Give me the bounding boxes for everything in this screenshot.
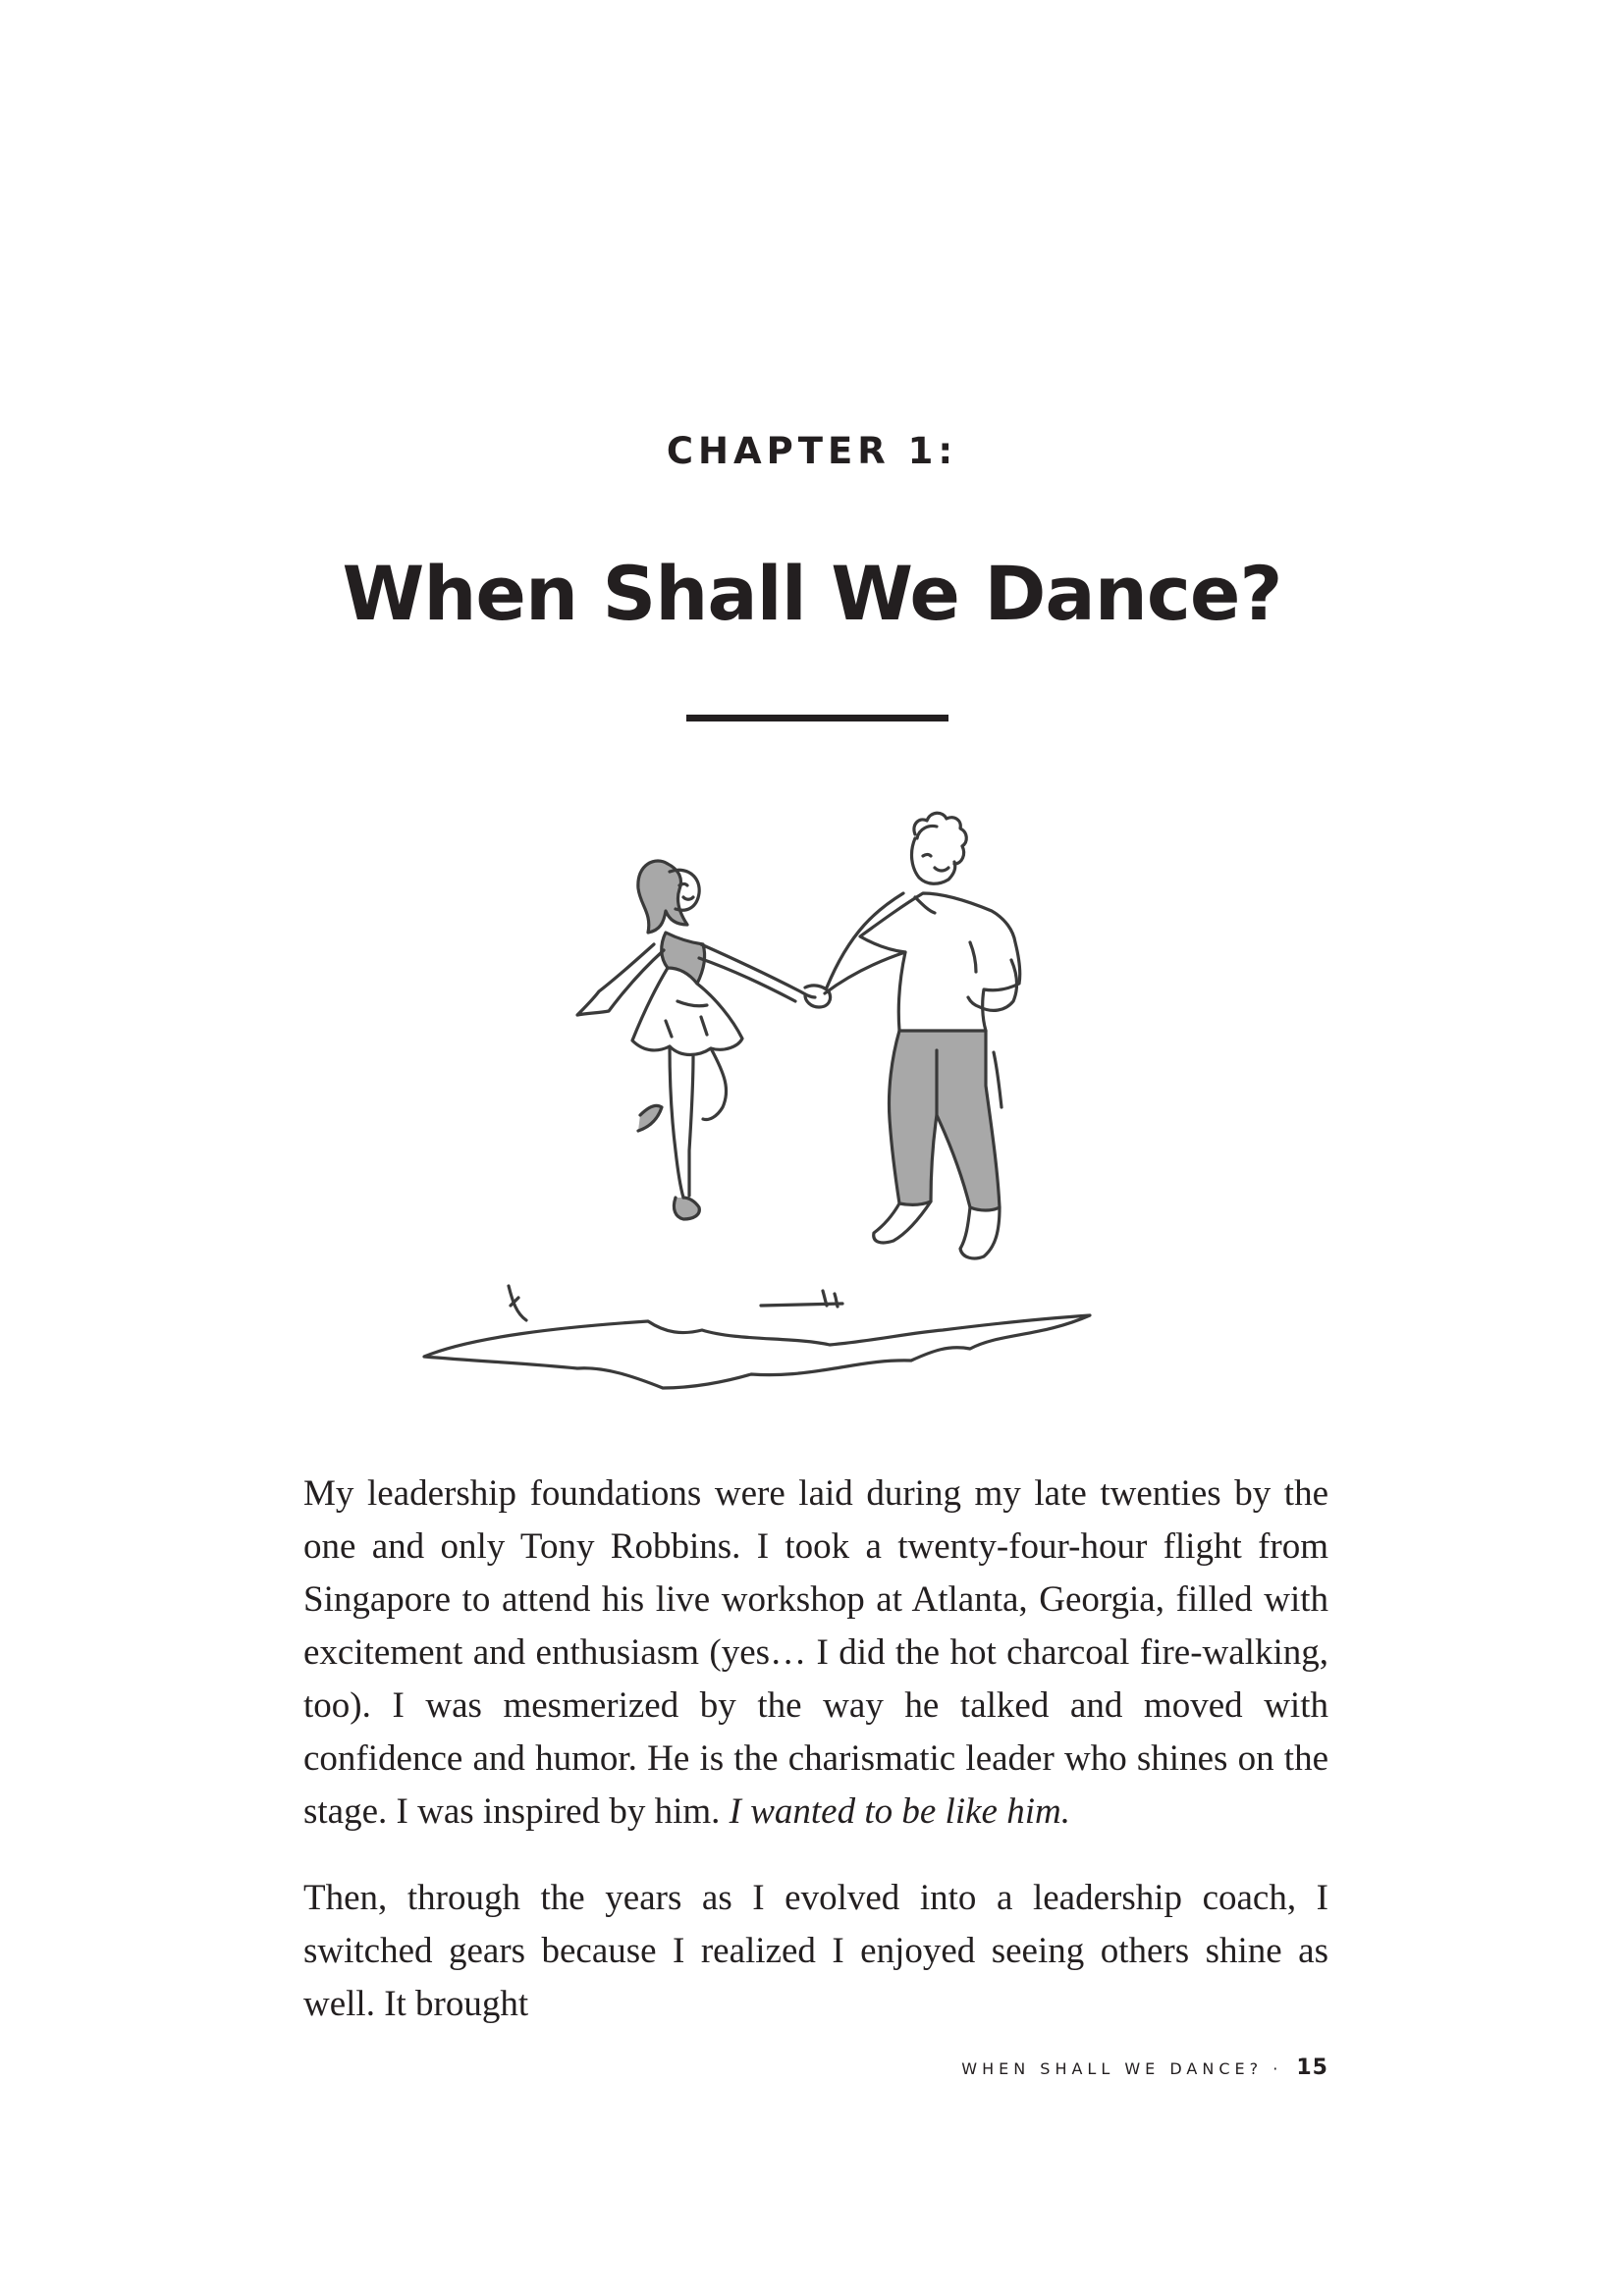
paragraph — [303, 1468, 1328, 1839]
title-divider — [686, 715, 948, 721]
paragraph-text: My leadership foundations were laid during my late twenties by the one and only Tony Robbins. I took a twenty-four-hour flight from Singapore to attend his live workshop at Atlanta, Georgia, filled with excitement and enthusiasm (yes… I did the hot charcoal fire-walking, too). I was mesmerized by the way he talked and moved with confidence and humor. He is the charismatic leader who shines on the stage. I was inspired by him. — [303, 1473, 1328, 1832]
chapter-title: When Shall We Dance? — [342, 550, 1282, 637]
emphasis-text: I wanted to be like him. — [729, 1791, 1070, 1832]
dancing-couple-illustration — [412, 795, 1119, 1404]
paragraph: Then, through the years as I evolved into a leadership coach, I switched gears because I realized I enjoyed seeing others shine as well. It brought — [303, 1878, 1328, 2024]
man-figure-icon — [825, 813, 1020, 1258]
ground-icon — [424, 1286, 1090, 1388]
footer-separator: · — [1272, 2059, 1283, 2078]
woman-figure-icon — [577, 861, 815, 1219]
chapter-label: CHAPTER 1: — [666, 430, 958, 472]
running-head: WHEN SHALL WE DANCE? — [961, 2059, 1264, 2078]
page-number: 15 — [1296, 2056, 1328, 2080]
page-footer — [961, 2056, 1328, 2080]
body-text — [303, 1468, 1328, 2064]
